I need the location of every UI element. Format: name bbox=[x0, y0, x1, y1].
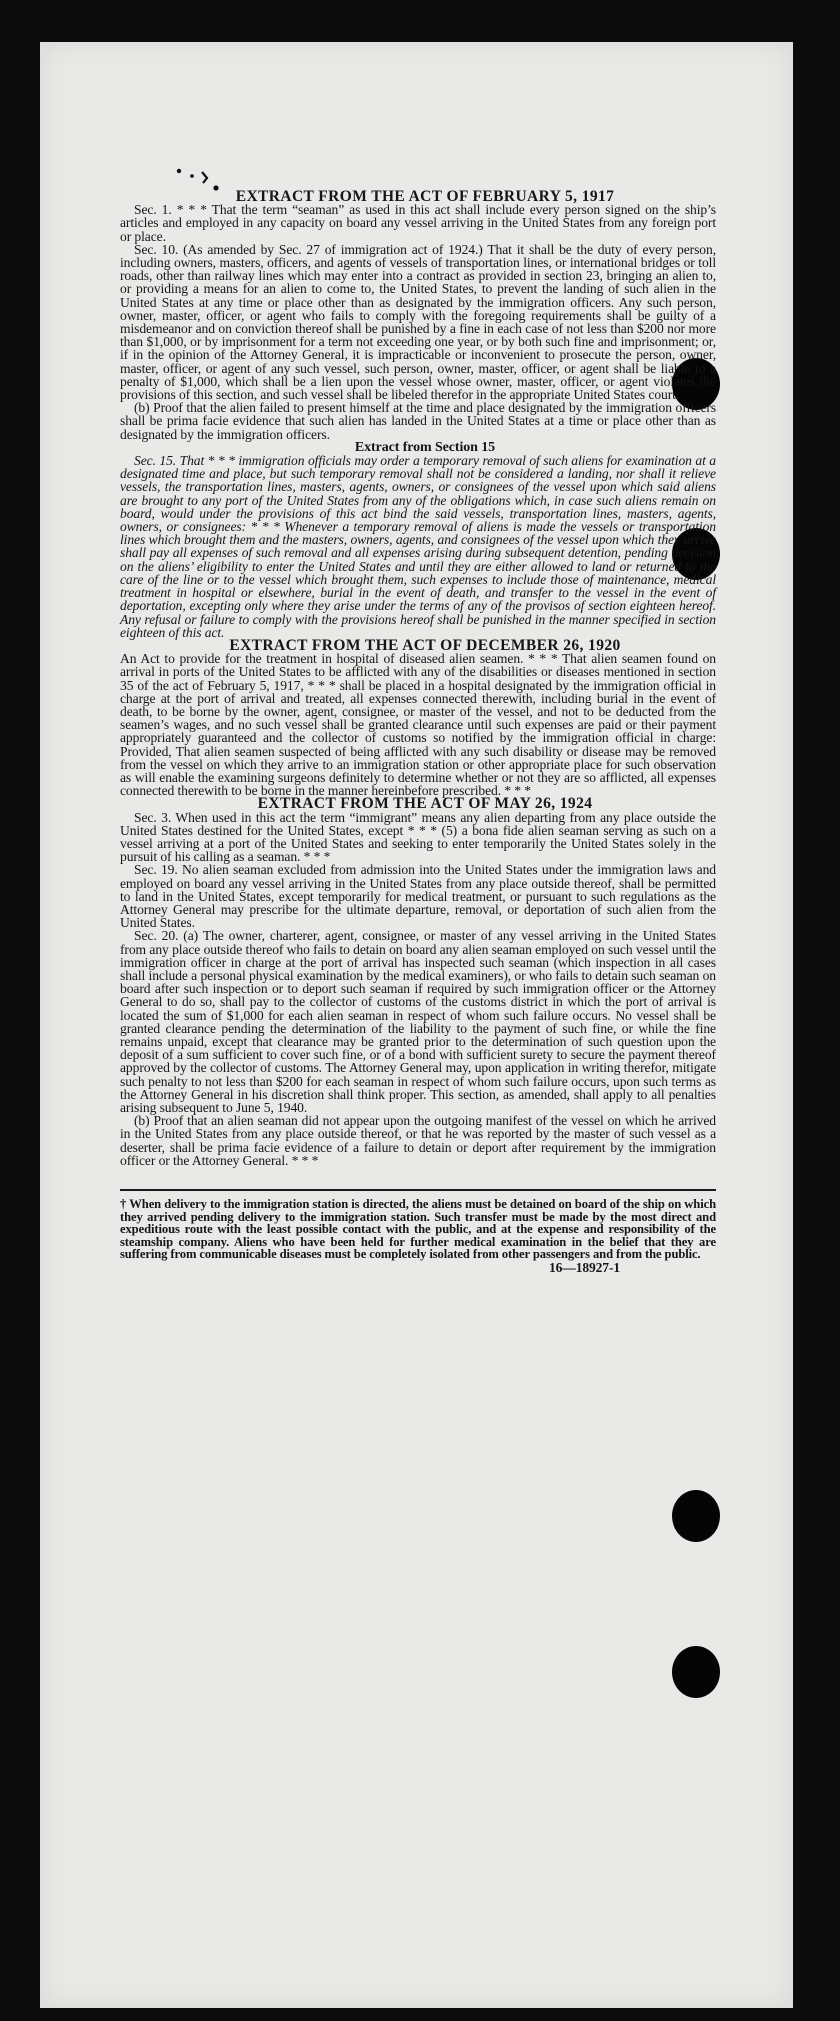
punch-hole bbox=[672, 1490, 720, 1542]
paragraph-act-1920: An Act to provide for the treatment in hospital of diseased alien seamen. * * * That alien seamen found on arrival in ports of the United States to be afflicted with any of the disabilities or diseases mentioned in section 35 of the act of February 5, 1917, * * * shall be placed in a hospital designated by the immigration official in charge at the port of arrival and treated, all expenses connected therewith, including burial in the event of death, to be borne by the owner, agent, consignee, or master of the vessel, and not to be deducted from the seamen’s wages, and no such vessel shall be granted clearance until such expenses are paid or their payment appropriately guaranteed and the collector of customs so notified by the immigration official in charge: Provided, That alien seamen suspected of being afflicted with any such disability or disease may be removed from the vessel on which they arrive to an immigration station or other appropriate place for such observation as will enable the examining surgeons definitely to determine whether or not they are so afflicted, all expenses connected therewith to be borne in the manner hereinbefore prescribed. * * * bbox=[120, 651, 716, 799]
paragraph-sec-10: Sec. 10. (As amended by Sec. 27 of immigration act of 1924.) That it shall be the duty of every person, including owners, masters, officers, and agents of vessels of transportation lines, or international bridges or toll roads, other than railway lines which may enter into a contract as provided in section 23, bringing an alien to, or providing a means for an alien to come to, the United States, to prevent the landing of such alien in the United States at any time or place other than as designated by the immigration officers. Any such person, owner, master, officer, or agent who fails to comply with the foregoing requirements shall be guilty of a misdemeanor and on conviction thereof shall be punished by a fine in each case of not less than $200 nor more than $1,000, or by imprisonment for a term not exceeding one year, or by both such fine and imprisonment; or, if in the opinion of the Attorney General, it is impracticable or inconvenient to prosecute the person, owner, master, officer, or agent of any such vessel, such person, owner, master, officer, or agent shall be liable to a penalty of $1,000, which shall be a lien upon the vessel whose owner, master, officer, or agent violates the provisions of this section, and such vessel shall be libeled therefor in the appropriate United States court. bbox=[120, 241, 716, 403]
subheading-section-15: Extract from Section 15 bbox=[354, 439, 496, 455]
heading-act-1920: EXTRACT FROM THE ACT OF DECEMBER 26, 1920 bbox=[229, 636, 621, 654]
punch-hole bbox=[672, 1646, 720, 1698]
paragraph-sec-3: Sec. 3. When used in this act the term “immigrant” means any alien departing from any place outside the United States destined for the United States, except * * * (5) a bona fide alien seaman serving as such on a vessel arriving at a port of the United States and seeking to enter temporarily the United States solely in the pursuit of his calling as a seaman. * * * bbox=[120, 809, 716, 865]
paragraph-sec-19: Sec. 19. No alien seaman excluded from admission into the United States under the immigration laws and employed on board any vessel arriving in the United States from any place outside thereof, shall be permitted to land in the United States, except temporarily for medical treatment, or pursuant to such regulations as the Attorney General may prescribe for the ultimate departure, removal, or deportation of such alien from the United States. bbox=[120, 862, 716, 931]
document-body bbox=[120, 190, 716, 1274]
paragraph-sec-15: Sec. 15. That * * * immigration officials may order a temporary removal of such aliens for examination at a designated time and place, but such temporary removal shall not be considered a landing, nor shall it relieve vessels, the transportation lines, masters, agents, owners, or consignees of the vessel upon which said aliens are brought to any port of the United States from any of the obligations which, in case such aliens remain on board, would under the provisions of this act bind the said vessels, transportation lines, masters, agents, owners, or consignees: * * * Whenever a temporary removal of aliens is made the vessels or transportation lines which brought them and the masters, owners, agents, and consignees of the vessel upon which they arrive shall pay all expenses of such removal and all expenses arising during subsequent detention, pending decision on the aliens’ eligibility to enter the United States and until they are either allowed to land or returned to the care of the line or to the vessel which brought them, such expenses to include those of maintenance, medical treatment in hospital or elsewhere, burial in the event of death, and transfer to the vessel in the event of deportation, excepting only where they arise under the terms of any of the provisos of section eighteen hereof. Any refusal or failure to comply with the provisions hereof shall be punished in the manner specified in section eighteen of this act. bbox=[120, 453, 716, 640]
footnote: † When delivery to the immigration station is directed, the aliens must be detained on board of the ship on which they arrived pending delivery to the immigration station. Such transfer must be made by the most direct and expeditious route with the least possible contact with the public, and at the expense and responsibility of the steamship company. Aliens who have been held for further medical examination in the belief that they are suffering from communicable diseases must be completely isolated from other passengers and from the public. bbox=[120, 1197, 716, 1262]
document-page bbox=[40, 42, 793, 2008]
heading-act-1917: EXTRACT FROM THE ACT OF FEBRUARY 5, 1917 bbox=[235, 188, 615, 205]
paragraph-sec-10-b: (b) Proof that the alien failed to present himself at the time and place designated by the immigration officers shall be prima facie evidence that such alien has landed in the United States at a time or place other than as designated by the immigration officers. bbox=[120, 400, 716, 442]
form-code: 16—18927-1 bbox=[549, 1260, 620, 1275]
paragraph-sec-20-b: (b) Proof that an alien seaman did not appear upon the outgoing manifest of the vessel on which he arrived in the United States from any place outside thereof, or that he was reported by the master of such vessel as a deserter, shall be prima facie evidence of a failure to detain or deport after requirement by the immigration officer or the Attorney General. * * * bbox=[120, 1113, 716, 1168]
footnote-divider bbox=[120, 1189, 716, 1191]
paragraph-sec-20: Sec. 20. (a) The owner, charterer, agent, consignee, or master of any vessel arriving in the United States from any place outside thereof who fails to detain on board any alien seaman employed on such vessel until the immigration officer in charge at the port of arrival has inspected such seaman (which inspection in all cases shall include a personal physical examination by the medical examiners), or who fails to detain such seaman on board after such inspection or to deport such seaman if required by such immigration officer or the Attorney General to do so, shall pay to the collector of customs of the customs district in which the port of arrival is located the sum of $1,000 for each alien seaman in respect of whom such failure occurs. No vessel shall be granted clearance pending the determination of the liability to the payment of such fine, or while the fine remains unpaid, except that clearance may be granted prior to the determination of such question upon the deposit of a sum sufficient to cover such fine, or of a bond with sufficient surety to secure the payment thereof approved by the collector of customs. The Attorney General may, upon application in writing therefor, mitigate such penalty to not less than $200 for each seaman in respect of whom such failure occurs, upon such terms as the Attorney General in his discretion shall think proper. This section, as amended, shall apply to all penalties arising subsequent to June 5, 1940. bbox=[120, 928, 716, 1116]
paragraph-sec-1: Sec. 1. * * * That the term “seaman” as used in this act shall include every person signed on the ship’s articles and employed in any capacity on board any vessel arriving in the United States from any foreign port or place. bbox=[120, 202, 716, 244]
heading-act-1924: EXTRACT FROM THE ACT OF MAY 26, 1924 bbox=[257, 795, 593, 813]
